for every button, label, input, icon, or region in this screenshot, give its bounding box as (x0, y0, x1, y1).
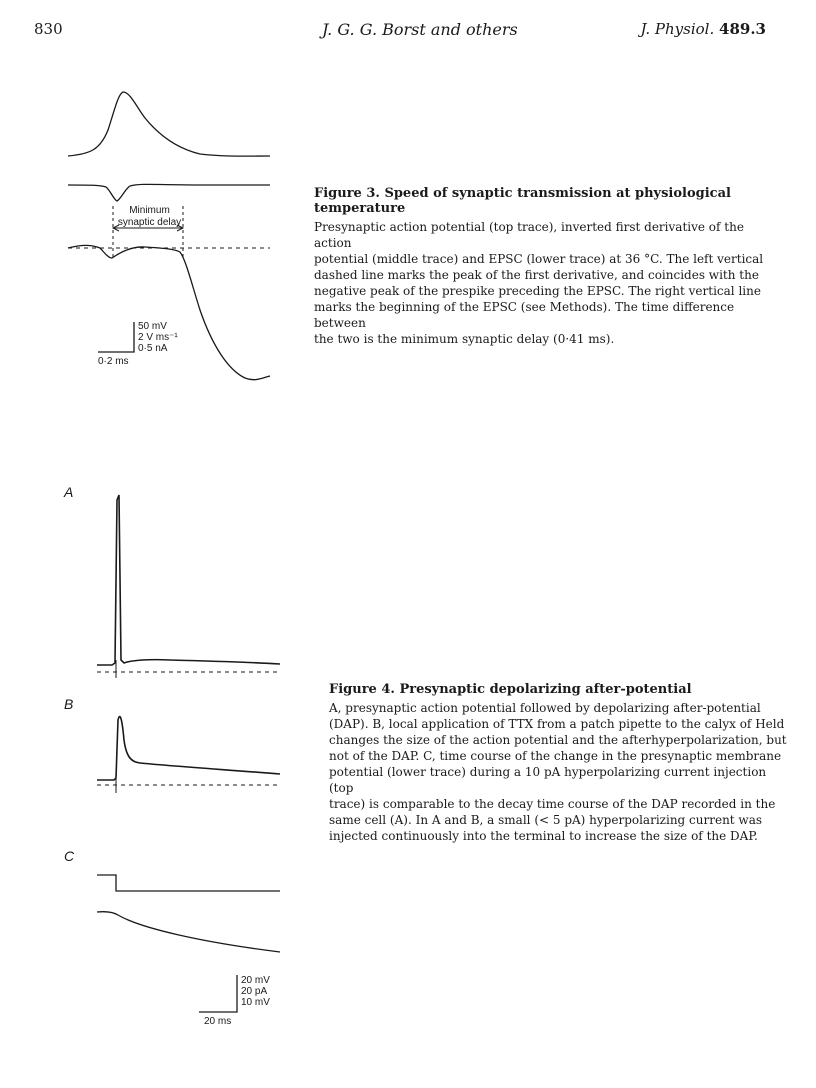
journal-volume: 489.3 (719, 20, 766, 38)
trace-b (97, 717, 280, 780)
caption-line: marks the beginning of the EPSC (see Methods). The time difference between (314, 300, 735, 330)
caption-line: changes the size of the action potential and the afterhyperpolarization, but (329, 733, 787, 747)
caption-line: Presynaptic action potential (top trace), inverted first derivative of the action (314, 220, 744, 250)
figure3-caption (314, 186, 784, 347)
caption-line: trace) is comparable to the decay time course of the DAP recorded in the (329, 797, 776, 811)
delay-label-line1: Minimum (129, 205, 170, 216)
caption-line: potential (lower trace) during a 10 pA hyperpolarizing current injection (top (329, 765, 767, 795)
fig3-scale-bar (98, 322, 134, 352)
caption-line: negative peak of the prespike preceding the EPSC. The right vertical line (314, 284, 761, 298)
scale-voltage: 50 mV (138, 321, 167, 332)
figure3-caption-body (314, 219, 784, 347)
page-number: 830 (34, 20, 63, 38)
journal-name: J. Physiol. (640, 20, 715, 38)
scale-derivative: 2 V ms⁻¹ (138, 332, 178, 343)
fig4-scale-time: 20 ms (204, 1016, 232, 1027)
figure4-caption (329, 682, 789, 844)
caption-line: injected continuously into the terminal to increase the size of the DAP. (329, 829, 758, 843)
caption-line: A, presynaptic action potential followed by depolarizing after-potential (329, 701, 761, 715)
delay-label-line2: synaptic delay (117, 217, 182, 228)
figure4-caption-title: Figure 4. Presynaptic depolarizing after-potential (329, 682, 692, 697)
panel-label-b: B (64, 696, 74, 712)
current-step-trace (97, 875, 280, 891)
fig3-scale-labels (138, 321, 178, 354)
caption-line: not of the DAP. C, time course of the change in the presynaptic membrane (329, 749, 782, 763)
action-potential-trace (68, 92, 270, 156)
caption-line: the two is the minimum synaptic delay (0·41 ms). (314, 332, 615, 346)
running-authors: J. G. G. Borst and others (322, 20, 518, 39)
caption-line: same cell (A). In A and B, a small (< 5 pA) hyperpolarizing current was (329, 813, 763, 827)
delay-label (112, 205, 187, 229)
scale-time: 0·2 ms (98, 356, 129, 367)
derivative-trace (68, 184, 270, 201)
scale-current: 0·5 nA (138, 343, 168, 354)
figure4-caption-body (329, 700, 789, 844)
panel-label-a: A (64, 484, 74, 500)
fig4-scale-labels (241, 975, 270, 1008)
caption-line: (DAP). B, local application of TTX from a patch pipette to the calyx of Held (329, 717, 785, 731)
voltage-response-trace (97, 912, 280, 952)
scale-voltage-lower: 10 mV (241, 997, 270, 1008)
panel-label-c: C (64, 848, 75, 864)
trace-a (97, 495, 280, 665)
figure3-caption-title: Figure 3. Speed of synaptic transmission at physiological temperature (314, 186, 731, 216)
fig4-scale-bar (199, 975, 237, 1012)
caption-line: dashed line marks the peak of the first derivative, and coincides with the (314, 268, 759, 282)
scale-current: 20 pA (241, 986, 268, 997)
caption-line: potential (middle trace) and EPSC (lower trace) at 36 °C. The left vertical (314, 252, 764, 266)
scale-voltage-top: 20 mV (241, 975, 270, 986)
